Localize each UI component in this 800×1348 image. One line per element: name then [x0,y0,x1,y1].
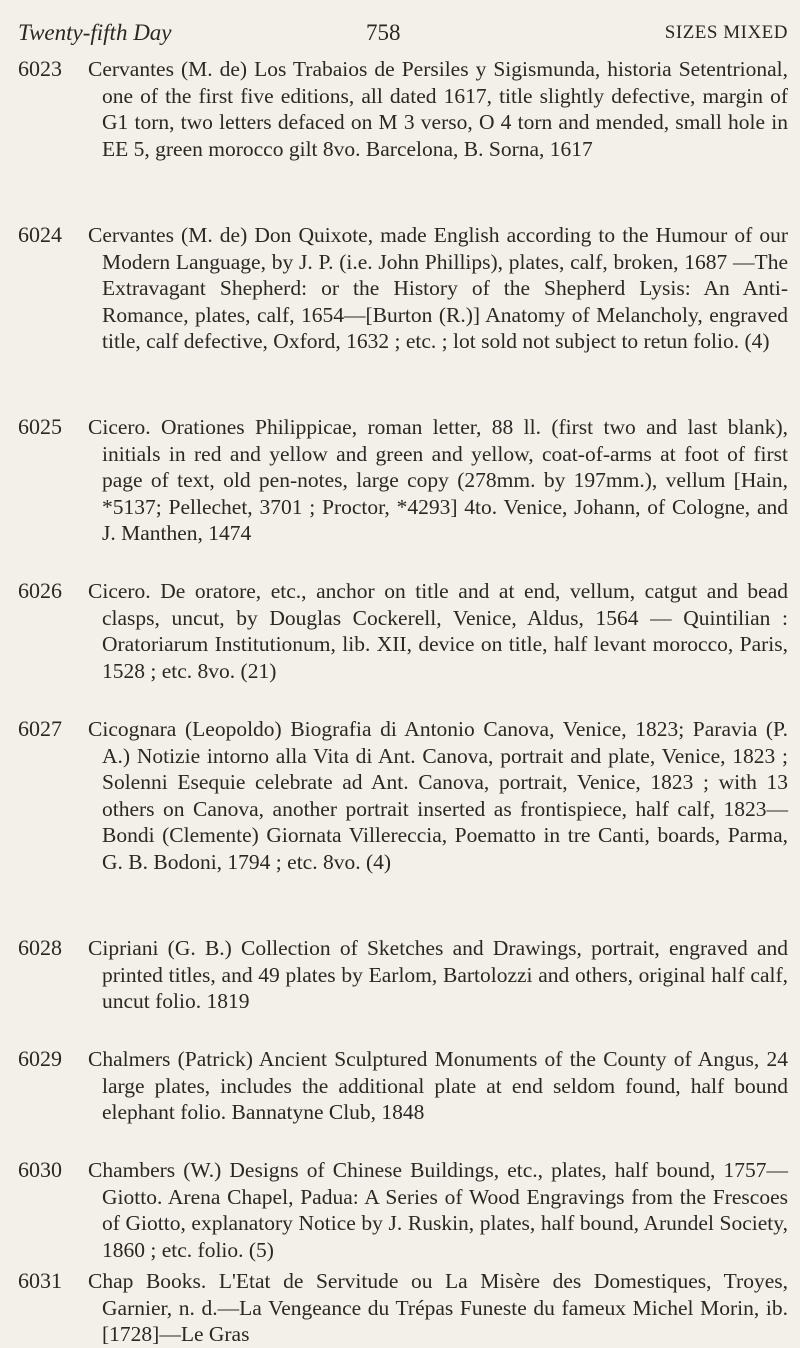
lot-description: Chap Books. L'Etat de Servitude ou La Misère des Domestiques, Troyes, Garnier, n. d.—La Vengeance du Trépas Funeste du fameux Michel Morin, ib. [1728]—Le Gras [88,1269,788,1347]
lot-description: Cicognara (Leopoldo) Biografia di Antonio Canova, Venice, 1823; Paravia (P. A.) Notizie intorno alla Vita di Ant. Canova, portrait and plate, Venice, 1823 ; Solenni Esequie celebrate ad Ant. Canova, portrait, Venice, 1823 ; with 13 others on Canova, another portrait inserted as frontispiece, half calf, 1823—Bondi (Clemente) Giornata Villereccia, Poematto in tre Canti, boards, Parma, G. B. Bodoni, 1794 ; etc. 8vo. (4) [88,717,788,874]
lot-number: 6023 [18,56,62,81]
lot-entry-6030 [18,1157,788,1263]
header-section: SIZES MIXED [664,22,788,43]
lot-number: 6029 [18,1046,62,1071]
lot-number: 6028 [18,935,62,960]
running-header [18,14,788,50]
lot-description: Chalmers (Patrick) Ancient Sculptured Monuments of the County of Angus, 24 large plates, includes the additional plate at end seldom found, half bound elephant folio. Bannatyne Club, 1848 [88,1047,788,1125]
lot-entry-6028 [18,935,788,1015]
lot-entry-6027 [18,716,788,876]
lot-number: 6024 [18,222,62,247]
lot-description: Cipriani (G. B.) Collection of Sketches and Drawings, portrait, engraved and printed titles, and 49 plates by Earlom, Bartolozzi and others, original half calf, uncut folio. 1819 [88,936,788,1014]
lot-entry-6031 [18,1268,788,1348]
lot-entry-6026 [18,578,788,684]
lot-description: Cicero. De oratore, etc., anchor on title and at end, vellum, catgut and bead clasps, uncut, by Douglas Cockerell, Venice, Aldus, 1564 — Quintilian : Oratoriarum Institutionum, lib. XII, device on title, half levant morocco, Paris, 1528 ; etc. 8vo. (21) [88,579,788,683]
page-number: 758 [366,20,401,45]
lot-number: 6031 [18,1268,62,1293]
lot-number: 6026 [18,578,62,603]
lot-entry-6025 [18,414,788,547]
lot-number: 6025 [18,414,62,439]
lot-entry-6023 [18,56,788,162]
lot-description: Cicero. Orationes Philippicae, roman letter, 88 ll. (first two and last blank), initials in red and yellow and green and yellow, coat-of-arms at foot of first page of text, old pen-notes, large copy (278mm. by 197mm.), vellum [Hain, *5137; Pellechet, 3701 ; Proctor, *4293] 4to. Venice, Johann, of Cologne, and J. Manthen, 1474 [88,415,788,546]
lot-entry-6029 [18,1046,788,1126]
lot-entry-6024 [18,222,788,355]
lot-description: Cervantes (M. de) Los Trabaios de Persiles y Sigismunda, historia Setentrional, one of the first five editions, all dated 1617, title slightly defective, margin of G1 torn, two letters defaced on M 3 verso, O 4 torn and mended, small hole in EE 5, green morocco gilt 8vo. Barcelona, B. Sorna, 1617 [88,57,788,161]
lot-number: 6030 [18,1157,62,1182]
header-day: Twenty-fifth Day [18,20,172,45]
lot-description: Cervantes (M. de) Don Quixote, made English according to the Humour of our Modern Language, by J. P. (i.e. John Phillips), plates, calf, broken, 1687 —The Extravagant Shepherd: or the History of the Shepherd Lysis: An Anti-Romance, plates, calf, 1654—[Burton (R.)] Anatomy of Melancholy, engraved title, calf defective, Oxford, 1632 ; etc. ; lot sold not subject to retun folio. (4) [88,223,788,354]
lot-description: Chambers (W.) Designs of Chinese Buildings, etc., plates, half bound, 1757—Giotto. Arena Chapel, Padua: A Series of Wood Engravings from the Frescoes of Giotto, explanatory Notice by J. Ruskin, plates, half bound, Arundel Society, 1860 ; etc. folio. (5) [88,1158,788,1262]
lot-number: 6027 [18,716,62,741]
